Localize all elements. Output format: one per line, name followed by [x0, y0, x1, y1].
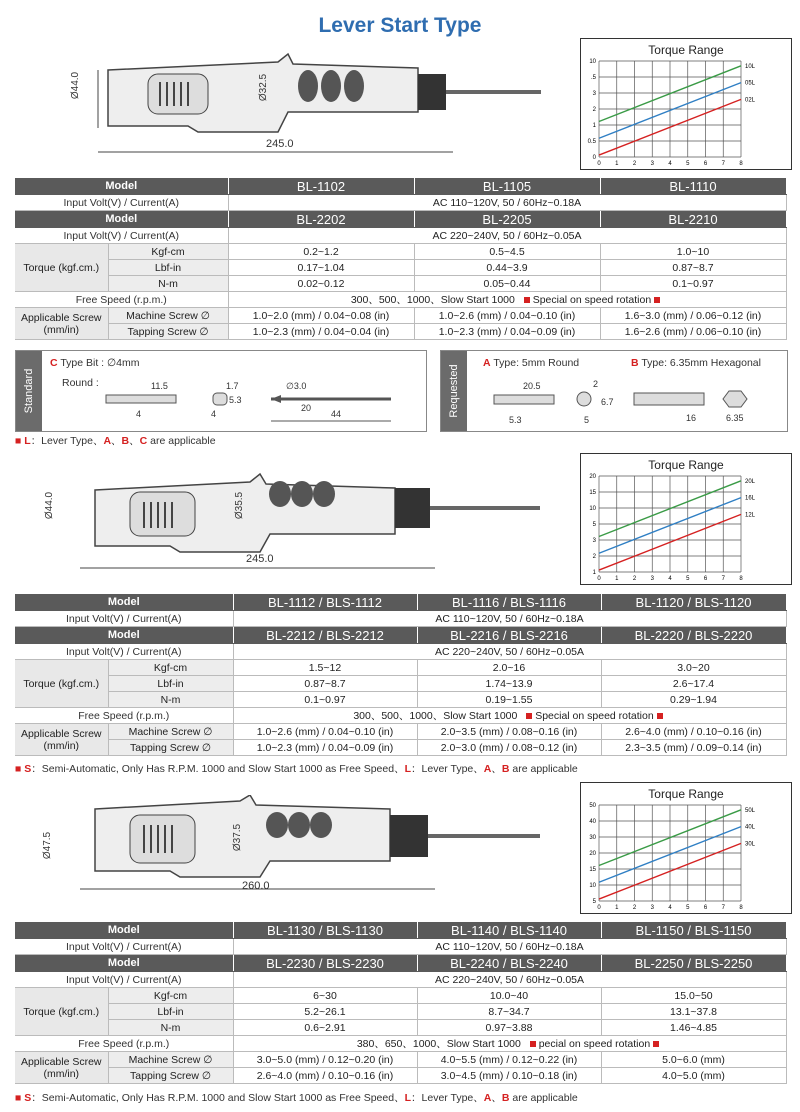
model: BL-2212 / BLS-2212 — [233, 627, 417, 644]
dim: 5 — [584, 415, 590, 425]
torque-value: 0.44~3.9 — [414, 260, 600, 276]
model-header: Model — [15, 627, 233, 644]
series-label: 20L — [745, 478, 756, 485]
x-tick-label: 1 — [615, 161, 619, 167]
y-tick-label: 40 — [589, 819, 596, 825]
series-label: 05L — [745, 80, 756, 87]
torque-value: 0.87~8.7 — [600, 260, 786, 276]
torque-unit: Kgf-cm — [108, 988, 233, 1004]
screw-value: 4.0~5.0 (mm) — [601, 1068, 786, 1084]
page-title: Lever Start Type — [318, 14, 482, 37]
input-label: Input Volt(V) / Current(A) — [15, 195, 228, 211]
input-label: Input Volt(V) / Current(A) — [15, 972, 233, 988]
special-text: Special on speed rotation — [535, 710, 654, 722]
torque-unit: N-m — [108, 692, 233, 708]
torque-value: 13.1~37.8 — [601, 1004, 786, 1020]
dim: 2 — [593, 379, 599, 389]
dim: 6.7 — [601, 397, 614, 407]
dim: 5.3 — [509, 415, 522, 425]
y-tick-label: 1 — [592, 570, 596, 576]
torque-unit: Lbf-in — [108, 676, 233, 692]
screw-value: 1.0~2.3 (mm) / 0.04~0.09 (in) — [414, 324, 600, 340]
screw-value: 4.0~5.5 (mm) / 0.12~0.22 (in) — [417, 1052, 601, 1068]
free-speed-value — [233, 708, 786, 724]
model: BL-2240 / BLS-2240 — [417, 955, 601, 972]
input-label: Input Volt(V) / Current(A) — [15, 228, 228, 244]
free-speed-text: 380、650、1000、Slow Start 1000 — [356, 1038, 521, 1050]
square-icon — [653, 1041, 659, 1047]
x-tick-label: 8 — [739, 161, 743, 167]
torque-unit: N-m — [108, 1020, 233, 1036]
x-tick-label: 6 — [703, 905, 708, 911]
torque-unit: Kgf-cm — [108, 244, 228, 260]
screw-label: Applicable Screw (mm/in) — [15, 308, 108, 340]
x-tick-label: 0 — [597, 576, 601, 582]
screw-value: 1.0~2.3 (mm) / 0.04~0.09 (in) — [233, 740, 417, 756]
torque-chart-1 — [580, 38, 792, 170]
model: BL-2216 / BLS-2216 — [417, 627, 601, 644]
y-tick-label: 0.5 — [587, 139, 596, 145]
dim: ∅3.0 — [286, 381, 307, 391]
model: BL-1105 — [414, 178, 600, 195]
chart-title: Torque Range — [648, 458, 724, 472]
model: BL-1112 / BLS-1112 — [233, 594, 417, 611]
screw-label: Applicable Screw (mm/in) — [15, 724, 108, 756]
torque-unit: N-m — [108, 276, 228, 292]
x-tick-label: 8 — [739, 576, 743, 582]
screw-value: 1.0~2.0 (mm) / 0.04~0.08 (in) — [228, 308, 414, 324]
torque-value: 0.87~8.7 — [233, 676, 417, 692]
model: BL-2220 / BLS-2220 — [601, 627, 786, 644]
x-tick-label: 2 — [632, 905, 637, 911]
y-tick-label: .5 — [590, 75, 596, 81]
free-speed-value — [233, 1036, 786, 1052]
torque-unit: Kgf-cm — [108, 660, 233, 676]
model: BL-1116 / BLS-1116 — [417, 594, 601, 611]
dim-body-2: Ø35.5 — [234, 491, 246, 520]
square-icon — [530, 1041, 536, 1047]
chart-title: Torque Range — [648, 787, 724, 801]
x-tick-label: 3 — [650, 905, 654, 911]
screw-value: 1.6~3.0 (mm) / 0.06~0.12 (in) — [600, 308, 786, 324]
free-speed-label: Free Speed (r.p.m.) — [15, 708, 233, 724]
dim-length-2: 245.0 — [246, 553, 274, 565]
screw-label: Applicable Screw (mm/in) — [15, 1052, 108, 1084]
model: BL-2202 — [228, 211, 414, 228]
x-tick-label: 3 — [650, 576, 654, 582]
torque-value: 0.5~4.5 — [414, 244, 600, 260]
input-label: Input Volt(V) / Current(A) — [15, 644, 233, 660]
screwdriver-drawing-2 — [70, 470, 550, 580]
input-value: AC 220~240V, 50 / 60Hz~0.05A — [233, 972, 786, 988]
dim: 44 — [331, 409, 342, 419]
torque-value: 2.6~17.4 — [601, 676, 786, 692]
input-value: AC 110~120V, 50 / 60Hz~0.18A — [228, 195, 786, 211]
screw-value: 2.0~3.5 (mm) / 0.08~0.16 (in) — [417, 724, 601, 740]
model: BL-2210 — [600, 211, 786, 228]
torque-label: Torque (kgf.cm.) — [15, 244, 108, 292]
screw-type: Machine Screw ∅ — [108, 1052, 233, 1068]
torque-chart-3 — [580, 782, 792, 914]
x-tick-label: 7 — [721, 576, 725, 582]
spec-table-1 — [15, 178, 787, 340]
square-icon — [526, 713, 532, 719]
x-tick-label: 2 — [632, 161, 637, 167]
spec-table-3 — [15, 922, 787, 1084]
torque-value: 0.97~3.88 — [417, 1020, 601, 1036]
screw-value: 1.0~2.6 (mm) / 0.04~0.10 (in) — [233, 724, 417, 740]
note-3: ■ S：Semi-Automatic, Only Has R.P.M. 1000 and Slow Start 1000 as Free Speed、L：Lever Type、A、B are applicable — [15, 1092, 578, 1104]
screw-type: Tapping Screw ∅ — [108, 1068, 233, 1084]
x-tick-label: 0 — [597, 905, 601, 911]
screw-value: 1.6~2.6 (mm) / 0.06~0.10 (in) — [600, 324, 786, 340]
input-value: AC 110~120V, 50 / 60Hz~0.18A — [233, 611, 786, 627]
x-tick-label: 1 — [615, 576, 619, 582]
screw-type: Tapping Screw ∅ — [108, 740, 233, 756]
dim: 4 — [211, 409, 217, 419]
dim: 1.7 — [226, 381, 239, 391]
x-tick-label: 4 — [668, 576, 672, 582]
screw-type: Tapping Screw ∅ — [108, 324, 228, 340]
torque-value: 3.0~20 — [601, 660, 786, 676]
input-value: AC 220~240V, 50 / 60Hz~0.05A — [228, 228, 786, 244]
screwdriver-drawing-1 — [88, 52, 558, 162]
screw-value: 2.0~3.0 (mm) / 0.08~0.12 (in) — [417, 740, 601, 756]
x-tick-label: 1 — [615, 905, 619, 911]
y-tick-label: 15 — [589, 867, 596, 873]
y-tick-label: 1 — [592, 123, 596, 129]
free-speed-label: Free Speed (r.p.m.) — [15, 292, 228, 308]
x-tick-label: 2 — [632, 576, 637, 582]
torque-value: 6~30 — [233, 988, 417, 1004]
free-speed-text: 300、500、1000、Slow Start 1000 — [353, 710, 518, 722]
dim-diameter-2: Ø44.0 — [44, 491, 56, 520]
series-label: 10L — [745, 63, 756, 70]
torque-value: 15.0~50 — [601, 988, 786, 1004]
dim-length-1: 245.0 — [266, 138, 294, 150]
dim: 6.35 — [726, 413, 744, 423]
torque-value: 0.1~0.97 — [233, 692, 417, 708]
special-text: pecial on speed rotation — [538, 1038, 651, 1050]
screw-value: 1.0~2.3 (mm) / 0.04~0.04 (in) — [228, 324, 414, 340]
torque-value: 1.5~12 — [233, 660, 417, 676]
torque-value: 0.02~0.12 — [228, 276, 414, 292]
spec-table-2 — [15, 594, 787, 756]
y-tick-label: 10 — [589, 506, 596, 512]
y-tick-label: 20 — [589, 474, 596, 480]
dim: 20 — [301, 403, 312, 413]
model-header: Model — [15, 594, 233, 611]
dim: 11.5 — [151, 381, 168, 391]
torque-value: 0.6~2.91 — [233, 1020, 417, 1036]
series-label: 30L — [745, 841, 756, 848]
y-tick-label: 5 — [592, 899, 596, 905]
torque-value: 8.7~34.7 — [417, 1004, 601, 1020]
x-tick-label: 4 — [668, 905, 672, 911]
dim-diameter-3: Ø47.5 — [42, 831, 54, 860]
dim: 5.3 — [229, 395, 242, 405]
note-1: ■ L：Lever Type、A、B、C are applicable — [15, 435, 216, 447]
screw-value: 2.3~3.5 (mm) / 0.09~0.14 (in) — [601, 740, 786, 756]
torque-value: 0.2~1.2 — [228, 244, 414, 260]
x-tick-label: 5 — [686, 576, 690, 582]
series-label: 12L — [745, 512, 756, 519]
torque-unit: Lbf-in — [108, 1004, 233, 1020]
model: BL-1130 / BLS-1130 — [233, 922, 417, 939]
torque-value: 5.2~26.1 — [233, 1004, 417, 1020]
input-value: AC 110~120V, 50 / 60Hz~0.18A — [233, 939, 786, 955]
y-tick-label: 2 — [592, 107, 596, 113]
screw-type: Machine Screw ∅ — [108, 724, 233, 740]
special-text: Special on speed rotation — [532, 294, 652, 306]
y-tick-label: 5 — [592, 522, 596, 528]
y-tick-label: 3 — [592, 91, 596, 97]
torque-label: Torque (kgf.cm.) — [15, 660, 108, 708]
series-label: 40L — [745, 824, 756, 831]
torque-value: 0.05~0.44 — [414, 276, 600, 292]
model-header: Model — [15, 211, 228, 228]
screw-value: 5.0~6.0 (mm) — [601, 1052, 786, 1068]
a-type-text: A Type: 5mm Round — [483, 357, 580, 369]
torque-value: 0.29~1.94 — [601, 692, 786, 708]
model: BL-2205 — [414, 211, 600, 228]
square-icon — [654, 297, 660, 303]
model: BL-2250 / BLS-2250 — [601, 955, 786, 972]
x-tick-label: 4 — [668, 161, 672, 167]
square-icon — [657, 713, 663, 719]
chart-title: Torque Range — [648, 43, 724, 57]
model: BL-1150 / BLS-1150 — [601, 922, 786, 939]
free-speed-value — [228, 292, 786, 308]
y-tick-label: 20 — [589, 851, 596, 857]
screw-value: 1.0~2.6 (mm) / 0.04~0.10 (in) — [414, 308, 600, 324]
screw-value: 2.6~4.0 (mm) / 0.10~0.16 (in) — [601, 724, 786, 740]
dim-diameter-1: Ø44.0 — [70, 71, 82, 100]
y-tick-label: 3 — [592, 538, 596, 544]
y-tick-label: 30 — [589, 835, 596, 841]
model: BL-2230 / BLS-2230 — [233, 955, 417, 972]
model: BL-1120 / BLS-1120 — [601, 594, 786, 611]
torque-value: 0.19~1.55 — [417, 692, 601, 708]
model-header: Model — [15, 922, 233, 939]
dim-body-3: Ø37.5 — [232, 823, 244, 852]
x-tick-label: 6 — [703, 161, 708, 167]
dim-body-1: Ø32.5 — [258, 73, 270, 102]
free-speed-label: Free Speed (r.p.m.) — [15, 1036, 233, 1052]
model: BL-1110 — [600, 178, 786, 195]
torque-value: 1.0~10 — [600, 244, 786, 260]
torque-value: 10.0~40 — [417, 988, 601, 1004]
requested-tab: Requested — [441, 351, 467, 431]
x-tick-label: 0 — [597, 161, 601, 167]
series-label: 16L — [745, 495, 756, 502]
standard-tab: Standard — [16, 351, 42, 431]
x-tick-label: 8 — [739, 905, 743, 911]
torque-label: Torque (kgf.cm.) — [15, 988, 108, 1036]
y-tick-label: 10 — [589, 883, 596, 889]
model: BL-1102 — [228, 178, 414, 195]
x-tick-label: 5 — [686, 905, 690, 911]
torque-value: 1.46~4.85 — [601, 1020, 786, 1036]
requested-bit-box — [440, 350, 788, 432]
c-type-text: C Type Bit : ∅4mm — [50, 357, 140, 369]
screw-value: 3.0~4.5 (mm) / 0.10~0.18 (in) — [417, 1068, 601, 1084]
note-2: ■ S：Semi-Automatic, Only Has R.P.M. 1000 and Slow Start 1000 as Free Speed、L：Lever Type、A、B are applicable — [15, 763, 578, 775]
x-tick-label: 7 — [721, 161, 725, 167]
screw-value: 3.0~5.0 (mm) / 0.12~0.20 (in) — [233, 1052, 417, 1068]
dim: 4 — [136, 409, 142, 419]
x-tick-label: 5 — [686, 161, 690, 167]
torque-value: 1.74~13.9 — [417, 676, 601, 692]
x-tick-label: 7 — [721, 905, 725, 911]
y-tick-label: 15 — [589, 490, 596, 496]
input-label: Input Volt(V) / Current(A) — [15, 939, 233, 955]
input-label: Input Volt(V) / Current(A) — [15, 611, 233, 627]
series-label: 02L — [745, 97, 756, 104]
input-value: AC 220~240V, 50 / 60Hz~0.05A — [233, 644, 786, 660]
y-tick-label: 50 — [589, 803, 596, 809]
y-tick-label: 2 — [592, 554, 596, 560]
round-label: Round : — [62, 377, 99, 389]
b-type-text: B Type: 6.35mm Hexagonal — [631, 357, 761, 369]
torque-value: 0.17~1.04 — [228, 260, 414, 276]
free-speed-text: 300、500、1000、Slow Start 1000 — [350, 294, 515, 306]
model-header: Model — [15, 178, 228, 195]
screw-value: 2.6~4.0 (mm) / 0.10~0.16 (in) — [233, 1068, 417, 1084]
dim: 20.5 — [523, 381, 541, 391]
x-tick-label: 3 — [650, 161, 654, 167]
screwdriver-drawing-3 — [70, 795, 550, 905]
screw-type: Machine Screw ∅ — [108, 308, 228, 324]
model: BL-1140 / BLS-1140 — [417, 922, 601, 939]
dim-length-3: 260.0 — [242, 880, 270, 892]
x-tick-label: 6 — [703, 576, 708, 582]
y-tick-label: 0 — [592, 155, 596, 161]
dim: 16 — [686, 413, 697, 423]
standard-bit-box — [15, 350, 427, 432]
square-icon — [524, 297, 530, 303]
model-header: Model — [15, 955, 233, 972]
torque-unit: Lbf-in — [108, 260, 228, 276]
series-label: 50L — [745, 807, 756, 814]
torque-value: 0.1~0.97 — [600, 276, 786, 292]
torque-chart-2 — [580, 453, 792, 585]
y-tick-label: 10 — [589, 59, 596, 65]
torque-value: 2.0~16 — [417, 660, 601, 676]
